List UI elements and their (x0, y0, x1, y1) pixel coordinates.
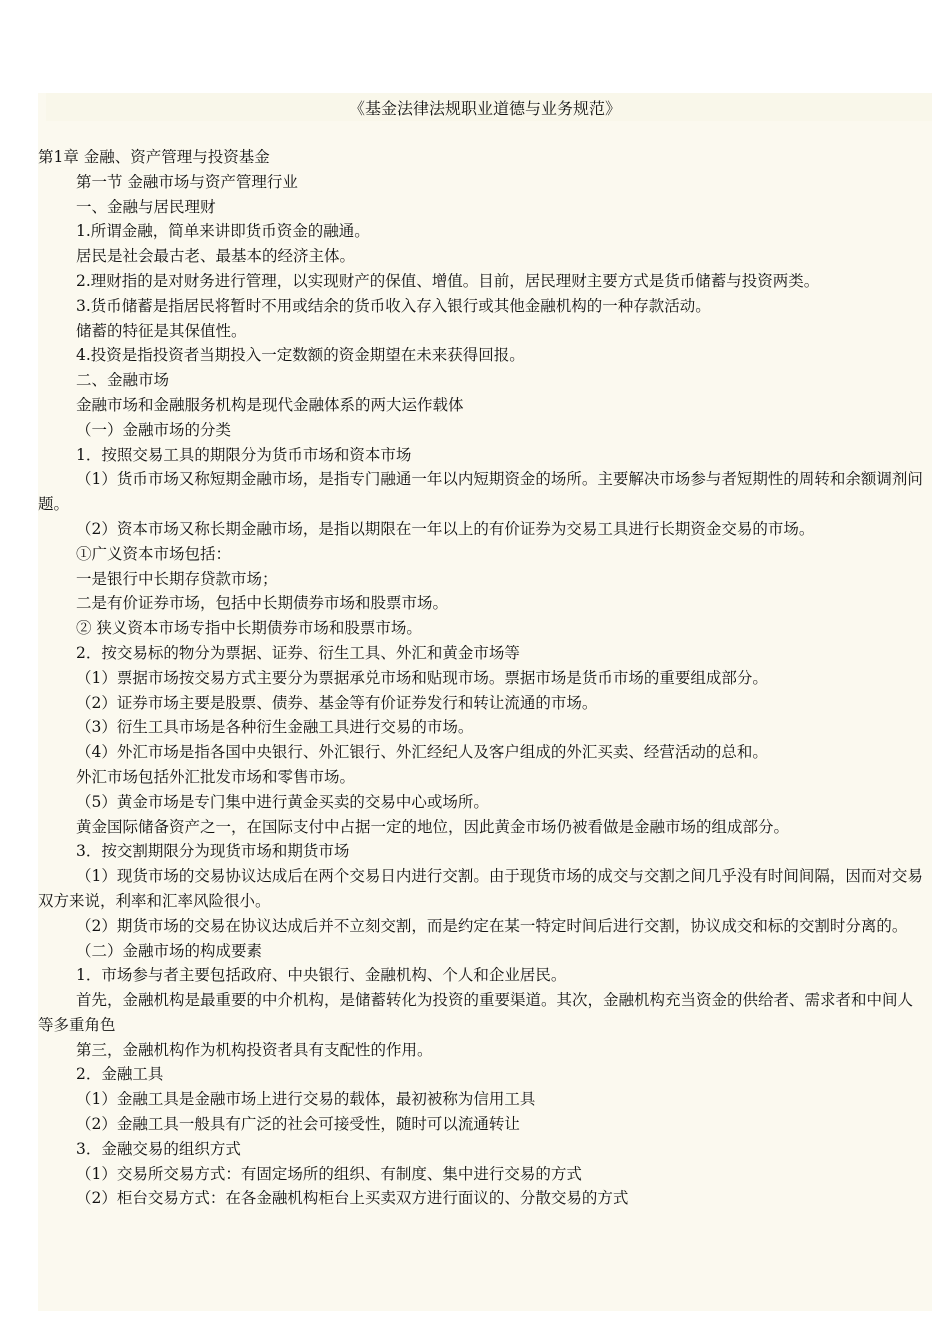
paragraph: （1）现货市场的交易协议达成后在两个交易日内进行交割。由于现货市场的成交与交割之间几乎没有时间间隔，因而对交易双方来说，利率和汇率风险很小。 (38, 867, 923, 910)
paragraph: 外汇市场包括外汇批发市场和零售市场。 (76, 767, 356, 786)
paragraph: （1）货币市场又称短期金融市场，是指专门融通一年以内短期资金的场所。主要解决市场参与者短期性的周转和余额调剂问题。 (38, 470, 923, 514)
paragraph: 3．按交割期限分为现货市场和期货市场 (76, 842, 350, 861)
paragraph: （1）交易所交易方式：有固定场所的组织、有制度、集中进行交易的方式 (76, 1164, 582, 1183)
paragraph: 一是银行中长期存贷款市场； (76, 569, 278, 588)
paragraph: 二、金融市场 (76, 371, 170, 390)
paragraph: 一、金融与居民理财 (76, 197, 216, 216)
paragraph: （2）期货市场的交易在协议达成后并不立刻交割，而是约定在某一特定时间后进行交割，协议成交和标的交割时分离的。 (76, 916, 908, 935)
paragraph: 黄金国际储备资产之一，在国际支付中占据一定的地位，因此黄金市场仍被看做是金融市场的组成部分。 (76, 817, 790, 836)
chapter-heading: 第1章 金融、资产管理与投资基金 (38, 148, 270, 166)
paragraph: （2）金融工具一般具有广泛的社会可接受性，随时可以流通转让 (76, 1115, 520, 1134)
paragraph: 第三，金融机构作为机构投资者具有支配性的作用。 (76, 1040, 433, 1059)
paragraph: （3）衍生工具市场是各种衍生金融工具进行交易的市场。 (76, 718, 474, 737)
paragraph: 1．按照交易工具的期限分为货币市场和资本市场 (76, 445, 412, 464)
paragraph: ①广义资本市场包括： (76, 544, 232, 563)
paragraph: （5）黄金市场是专门集中进行黄金买卖的交易中心或场所。 (76, 792, 489, 811)
paragraph: （1）金融工具是金融市场上进行交易的载体，最初被称为信用工具 (76, 1090, 536, 1109)
paragraph: 1.所谓金融，简单来讲即货币资金的融通。 (76, 222, 370, 241)
paragraph: （4）外汇市场是指各国中央银行、外汇银行、外汇经纪人及客户组成的外汇买卖、经营活动的总和。 (76, 743, 768, 762)
paragraph: （一）金融市场的分类 (76, 420, 232, 439)
paragraph: 3.货币储蓄是指居民将暂时不用或结余的货币收入存入银行或其他金融机构的一种存款活动。 (76, 296, 711, 315)
paragraph: 金融市场和金融服务机构是现代金融体系的两大运作载体 (76, 395, 464, 414)
section-heading: 第一节 金融市场与资产管理行业 (76, 172, 298, 191)
paragraph: 居民是社会最古老、最基本的经济主体。 (76, 247, 356, 266)
paragraph: 二是有价证券市场，包括中长期债券市场和股票市场。 (76, 594, 449, 613)
paragraph: 1．市场参与者主要包括政府、中央银行、金融机构、个人和企业居民。 (76, 966, 567, 985)
paragraph: 4.投资是指投资者当期投入一定数额的资金期望在未来获得回报。 (76, 346, 525, 365)
paragraph: （2）柜台交易方式：在各金融机构柜台上买卖双方进行面议的、分散交易的方式 (76, 1189, 629, 1208)
paragraph: 2．金融工具 (76, 1065, 164, 1084)
paragraph: 首先，金融机构是最重要的中介机构，是储蓄转化为投资的重要渠道。其次，金融机构充当资金的供给者、需求者和中间人等多重角色 (38, 991, 914, 1034)
document-title: 《基金法律法规职业道德与业务规范》 (348, 99, 621, 118)
paragraph: 2．按交易标的物分为票据、证券、衍生工具、外汇和黄金市场等 (76, 643, 520, 662)
document-body (38, 145, 928, 1211)
paragraph: （2）证券市场主要是股票、债券、基金等有价证券发行和转让流通的市场。 (76, 693, 598, 712)
paragraph: （2）资本市场又称长期金融市场，是指以期限在一年以上的有价证券为交易工具进行长期资金交易的市场。 (76, 519, 815, 538)
paragraph: （二）金融市场的构成要素 (76, 941, 263, 960)
paragraph: 2.理财指的是对财务进行管理，以实现财产的保值、增值。目前，居民理财主要方式是货币储蓄与投资两类。 (76, 271, 820, 290)
paragraph: ② 狭义资本市场专指中长期债券市场和股票市场。 (76, 619, 422, 638)
paragraph: 储蓄的特征是其保值性。 (76, 321, 247, 340)
paragraph: 3．金融交易的组织方式 (76, 1139, 241, 1158)
paragraph: （1）票据市场按交易方式主要分为票据承兑市场和贴现市场。票据市场是货币市场的重要组成部分。 (76, 668, 768, 687)
